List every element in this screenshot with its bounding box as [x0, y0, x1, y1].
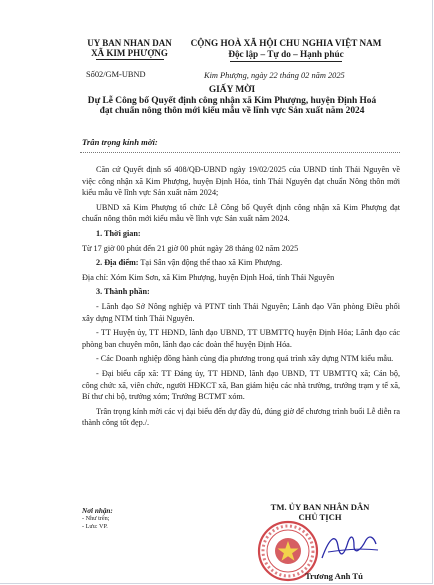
agency-underline	[96, 59, 164, 60]
recipient-item: - Như trên;	[82, 515, 110, 522]
signer-name: Trương Anh Tú	[305, 571, 363, 581]
closing-paragraph: Trân trọng kính mời các vị đại biểu đến dự đầy đủ, đúng giờ để chương trình buổi Lễ diễn ra thành công tốt đẹp./.	[82, 406, 400, 428]
attendee-item: - TT Huyện ủy, TT HĐND, lãnh đạo UBND, TT UBMTTQ huyện Định Hóa; Lãnh đạo các phòng ban chuyên môn, lãnh đạo các đoàn thể huyện Định Hóa.	[82, 328, 400, 349]
time-text: Từ 17 giờ 00 phút đến 21 giờ 00 phút ngày 28 tháng 02 năm 2025	[82, 243, 299, 253]
document-type: GIẤY MỜI	[208, 85, 256, 95]
legal-basis-paragraph: Căn cứ Quyết định số 408/QĐ-UBND ngày 19/02/2025 của UBND tỉnh Thái Nguyên về việc công nhận xã Kim Phượng, huyện Định Hóa, tỉnh Thái Nguyên đạt chuẩn Nông thôn mới kiểu mẫu về lĩnh vực Sản xuất năm 2024;	[82, 165, 400, 198]
issuing-agency	[72, 38, 187, 60]
subject-line-2: đạt chuẩn nông thôn mới kiểu mẫu về lĩnh vực Sản xuất năm 2024	[99, 106, 365, 116]
agency-line-2: XÃ KIM PHƯỢNG	[91, 48, 168, 58]
agency-line-1: UY BAN NHAN DAN	[87, 38, 172, 48]
nation-line-1: CỘNG HOÀ XÃ HỘI CHU NGHIA VIỆT NAM	[190, 38, 382, 48]
time-section	[82, 228, 400, 240]
greeting: Trân trọng kính mời:	[82, 137, 158, 147]
recipients-label: Nơi nhận:	[82, 507, 113, 515]
subject-line-1: Dự Lễ Công bố Quyết định công nhận xã Kim Phượng, huyện Định Hoá	[87, 96, 377, 106]
handwritten-signature-icon	[318, 528, 382, 566]
national-motto	[186, 38, 386, 62]
signer-role-2: CHỦ TỊCH	[298, 512, 342, 522]
attendees-section	[82, 286, 400, 298]
document-number: Số02/GM-UBND	[86, 70, 146, 79]
attendee-item: - Lãnh đạo Sở Nông nghiệp và PTNT tỉnh Thái Nguyên; Lãnh đạo Văn phòng Điều phối xây dựng NTM tỉnh Thái Nguyên.	[82, 301, 400, 323]
document-title	[72, 85, 392, 116]
attendees-heading: 3. Thành phần:	[96, 287, 150, 297]
venue-section	[82, 257, 400, 269]
attendee-item: - Đại biểu cấp xã: TT Đảng ủy, TT HĐND, lãnh đạo UBND, TT UBMTTQ xã; Cán bộ, công chức xã, viên chức, người HĐKCT xã, Ban giám hiệu các nhà trường, trưởng trạm y tế xã, Bí thư chi bộ, trưởng xóm; Trưởng BCTMT xóm.	[82, 368, 400, 402]
document-page	[18, 30, 422, 581]
signer-role-1: TM. ỦY BAN NHÂN DÂN	[270, 502, 370, 512]
nation-line-2: Độc lập – Tự do – Hạnh phúc	[228, 49, 344, 59]
invitation-body	[82, 164, 400, 432]
dotted-line	[80, 152, 400, 153]
recipient-item: - Lưu: VP.	[82, 523, 108, 530]
venue-text: Tại Sân vận động thể thao xã Kim Phượng.	[138, 258, 283, 268]
place-date: Kim Phượng, ngày 22 tháng 02 năm 2025	[204, 71, 345, 80]
motto-underline	[230, 61, 342, 62]
announcement-paragraph: UBND xã Kim Phượng tổ chức Lễ Công bố Quyết định công nhận xã Kim Phượng đạt chuẩn nông thôn mới kiểu mẫu về lĩnh vực Sản xuất năm 2024.	[82, 202, 400, 224]
venue-heading: 2. Địa điểm:	[96, 258, 139, 268]
recipients-block	[82, 507, 202, 531]
venue-address: Địa chỉ: Xóm Kim Sơn, xã Kim Phượng, huyện Định Hoá, tỉnh Thái Nguyên	[82, 272, 335, 282]
time-heading: 1. Thời gian:	[96, 228, 141, 238]
signature-block	[240, 502, 400, 522]
attendee-item: - Các Doanh nghiệp đồng hành cùng địa phương trong quá trình xây dựng NTM kiểu mẫu.	[96, 354, 394, 364]
